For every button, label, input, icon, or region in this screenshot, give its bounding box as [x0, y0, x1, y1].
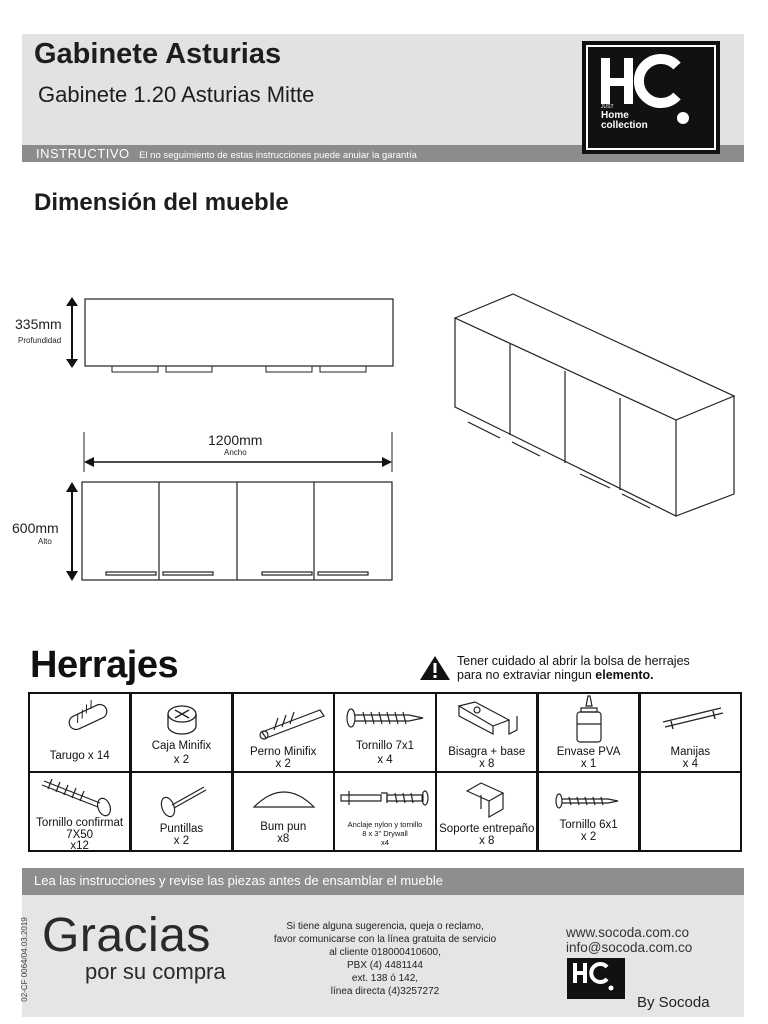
brand-logo [582, 41, 720, 154]
tornillo-6x1-name: Tornillo 6x1 [559, 819, 618, 832]
hardware-item-tarugo [30, 694, 129, 771]
minifix-cam-icon [168, 706, 196, 734]
dimension-drawings [0, 280, 768, 600]
tornillo-7x1-name: Tornillo 7x1 [355, 740, 415, 752]
website-link[interactable]: www.socoda.com.co [566, 925, 690, 940]
hardware-grid [28, 692, 742, 852]
envase-pva-name: Envase PVA [556, 746, 621, 758]
page-subtitle: Gabinete 1.20 Asturias Mitte [38, 82, 315, 107]
soporte-name: Soporte entrepaño [439, 823, 535, 836]
herrajes-warning: Tener cuidado al abrir la bolsa de herrajes para no extraviar ningun elemento. [457, 654, 690, 682]
gracias-heading: Gracias [42, 909, 211, 962]
home-collection-small-logo-icon [567, 958, 625, 999]
hardware-item-bum-pun [234, 773, 333, 850]
logo-small-top: JUST [601, 104, 614, 110]
footer-logo [567, 958, 625, 999]
hardware-item-manijas [641, 694, 740, 771]
screw-icon [347, 709, 423, 727]
manijas-name: Manijas [670, 746, 711, 758]
tornillo-confirmat-qty: x12 [70, 840, 89, 850]
dimensions-title: Dimensión del mueble [34, 189, 289, 216]
anclaje-name: Anclaje nylon y tornillo [347, 820, 423, 830]
bumper-pad-icon [254, 792, 314, 807]
hardware-item-bisagra [437, 694, 536, 771]
hardware-item-anclaje [335, 773, 434, 850]
height-label: Alto [38, 537, 52, 546]
perno-minifix-name: Perno Minifix [249, 746, 317, 758]
small-screw-icon [556, 794, 618, 808]
herrajes-title: Herrajes [30, 644, 179, 686]
width-label: Ancho [224, 448, 247, 457]
page-title: Gabinete Asturias [34, 38, 282, 70]
hardware-item-puntillas [132, 773, 231, 850]
puntillas-name: Puntillas [159, 823, 204, 836]
bisagra-name: Bisagra + base [448, 746, 526, 758]
hardware-item-tornillo-7x1 [335, 694, 434, 771]
tornillo-7x1-qty: x 4 [377, 754, 393, 766]
anclaje-size: 8 x 3" Drywall [362, 829, 408, 839]
front-view-drawing [82, 482, 392, 580]
shelf-support-icon [467, 783, 503, 817]
hardware-item-soporte-entrepano [437, 773, 536, 850]
hardware-item-caja-minifix [132, 694, 231, 771]
tornillo-confirmat-name: Tornillo confirmat [36, 817, 124, 830]
document-code: 02-CF 0064/04.03.2019 [19, 917, 29, 1002]
warning-icon [418, 654, 452, 682]
manijas-qty: x 4 [682, 758, 699, 770]
caja-minifix-qty: x 2 [173, 754, 190, 766]
logo-line2: collection [601, 120, 648, 131]
hardware-empty-cell [641, 773, 740, 850]
dowel-icon [67, 700, 109, 732]
hinge-icon [459, 702, 517, 734]
hardware-item-tornillo-6x1 [539, 773, 638, 850]
warranty-note: El no seguimiento de estas instrucciones puede anular la garantía [139, 150, 417, 161]
envase-pva-qty: x 1 [580, 758, 597, 770]
home-collection-logo-icon [585, 44, 717, 151]
por-su-compra: por su compra [85, 959, 226, 984]
anchor-screw-icon [341, 791, 428, 805]
hardware-item-envase-pva [539, 694, 638, 771]
bum-pun-qty: x8 [277, 833, 290, 846]
bisagra-qty: x 8 [479, 758, 495, 770]
confirmat-screw-icon [42, 779, 113, 818]
contact-info: Si tiene alguna sugerencia, queja o reclamo, favor comunicarse con la línea gratuita de servicio al cliente 018000410600, PBX (4) 4481144 ext. 138 ó 142, línea directa (4)3257272 [273, 921, 497, 997]
instructivo-label: INSTRUCTIVO [36, 146, 130, 161]
glue-bottle-icon [577, 696, 601, 742]
width-value: 1200mm [208, 432, 263, 448]
top-view-drawing [66, 297, 393, 372]
caja-minifix-name: Caja Minifix [151, 740, 212, 752]
nail-icon [159, 787, 206, 818]
depth-label: Profundidad [18, 336, 62, 345]
height-value: 600mm [12, 520, 59, 536]
depth-value: 335mm [15, 316, 62, 332]
bum-pun-name: Bum pun [260, 821, 307, 834]
contact-web[interactable] [566, 925, 692, 955]
tornillo-6x1-qty: x 2 [580, 831, 597, 844]
minifix-bolt-icon [260, 710, 324, 739]
by-socoda: By Socoda [637, 994, 710, 1011]
perno-minifix-qty: x 2 [275, 758, 291, 770]
hardware-item-perno-minifix [234, 694, 333, 771]
handle-icon [663, 708, 723, 729]
anclaje-qty: x4 [381, 838, 389, 848]
logo-line1: Home [601, 110, 629, 121]
puntillas-qty: x 2 [173, 835, 190, 848]
read-instructions-bar: Lea las instrucciones y revise las piezas antes de ensamblar el mueble [22, 868, 744, 895]
tarugo-name: Tarugo x 14 [49, 750, 110, 762]
soporte-qty: x 8 [479, 835, 495, 848]
hardware-item-tornillo-confirmat [30, 773, 129, 850]
tornillo-confirmat-size: 7X50 [66, 829, 94, 842]
isometric-view-drawing [455, 294, 734, 516]
email-link[interactable]: info@socoda.com.co [566, 940, 693, 955]
